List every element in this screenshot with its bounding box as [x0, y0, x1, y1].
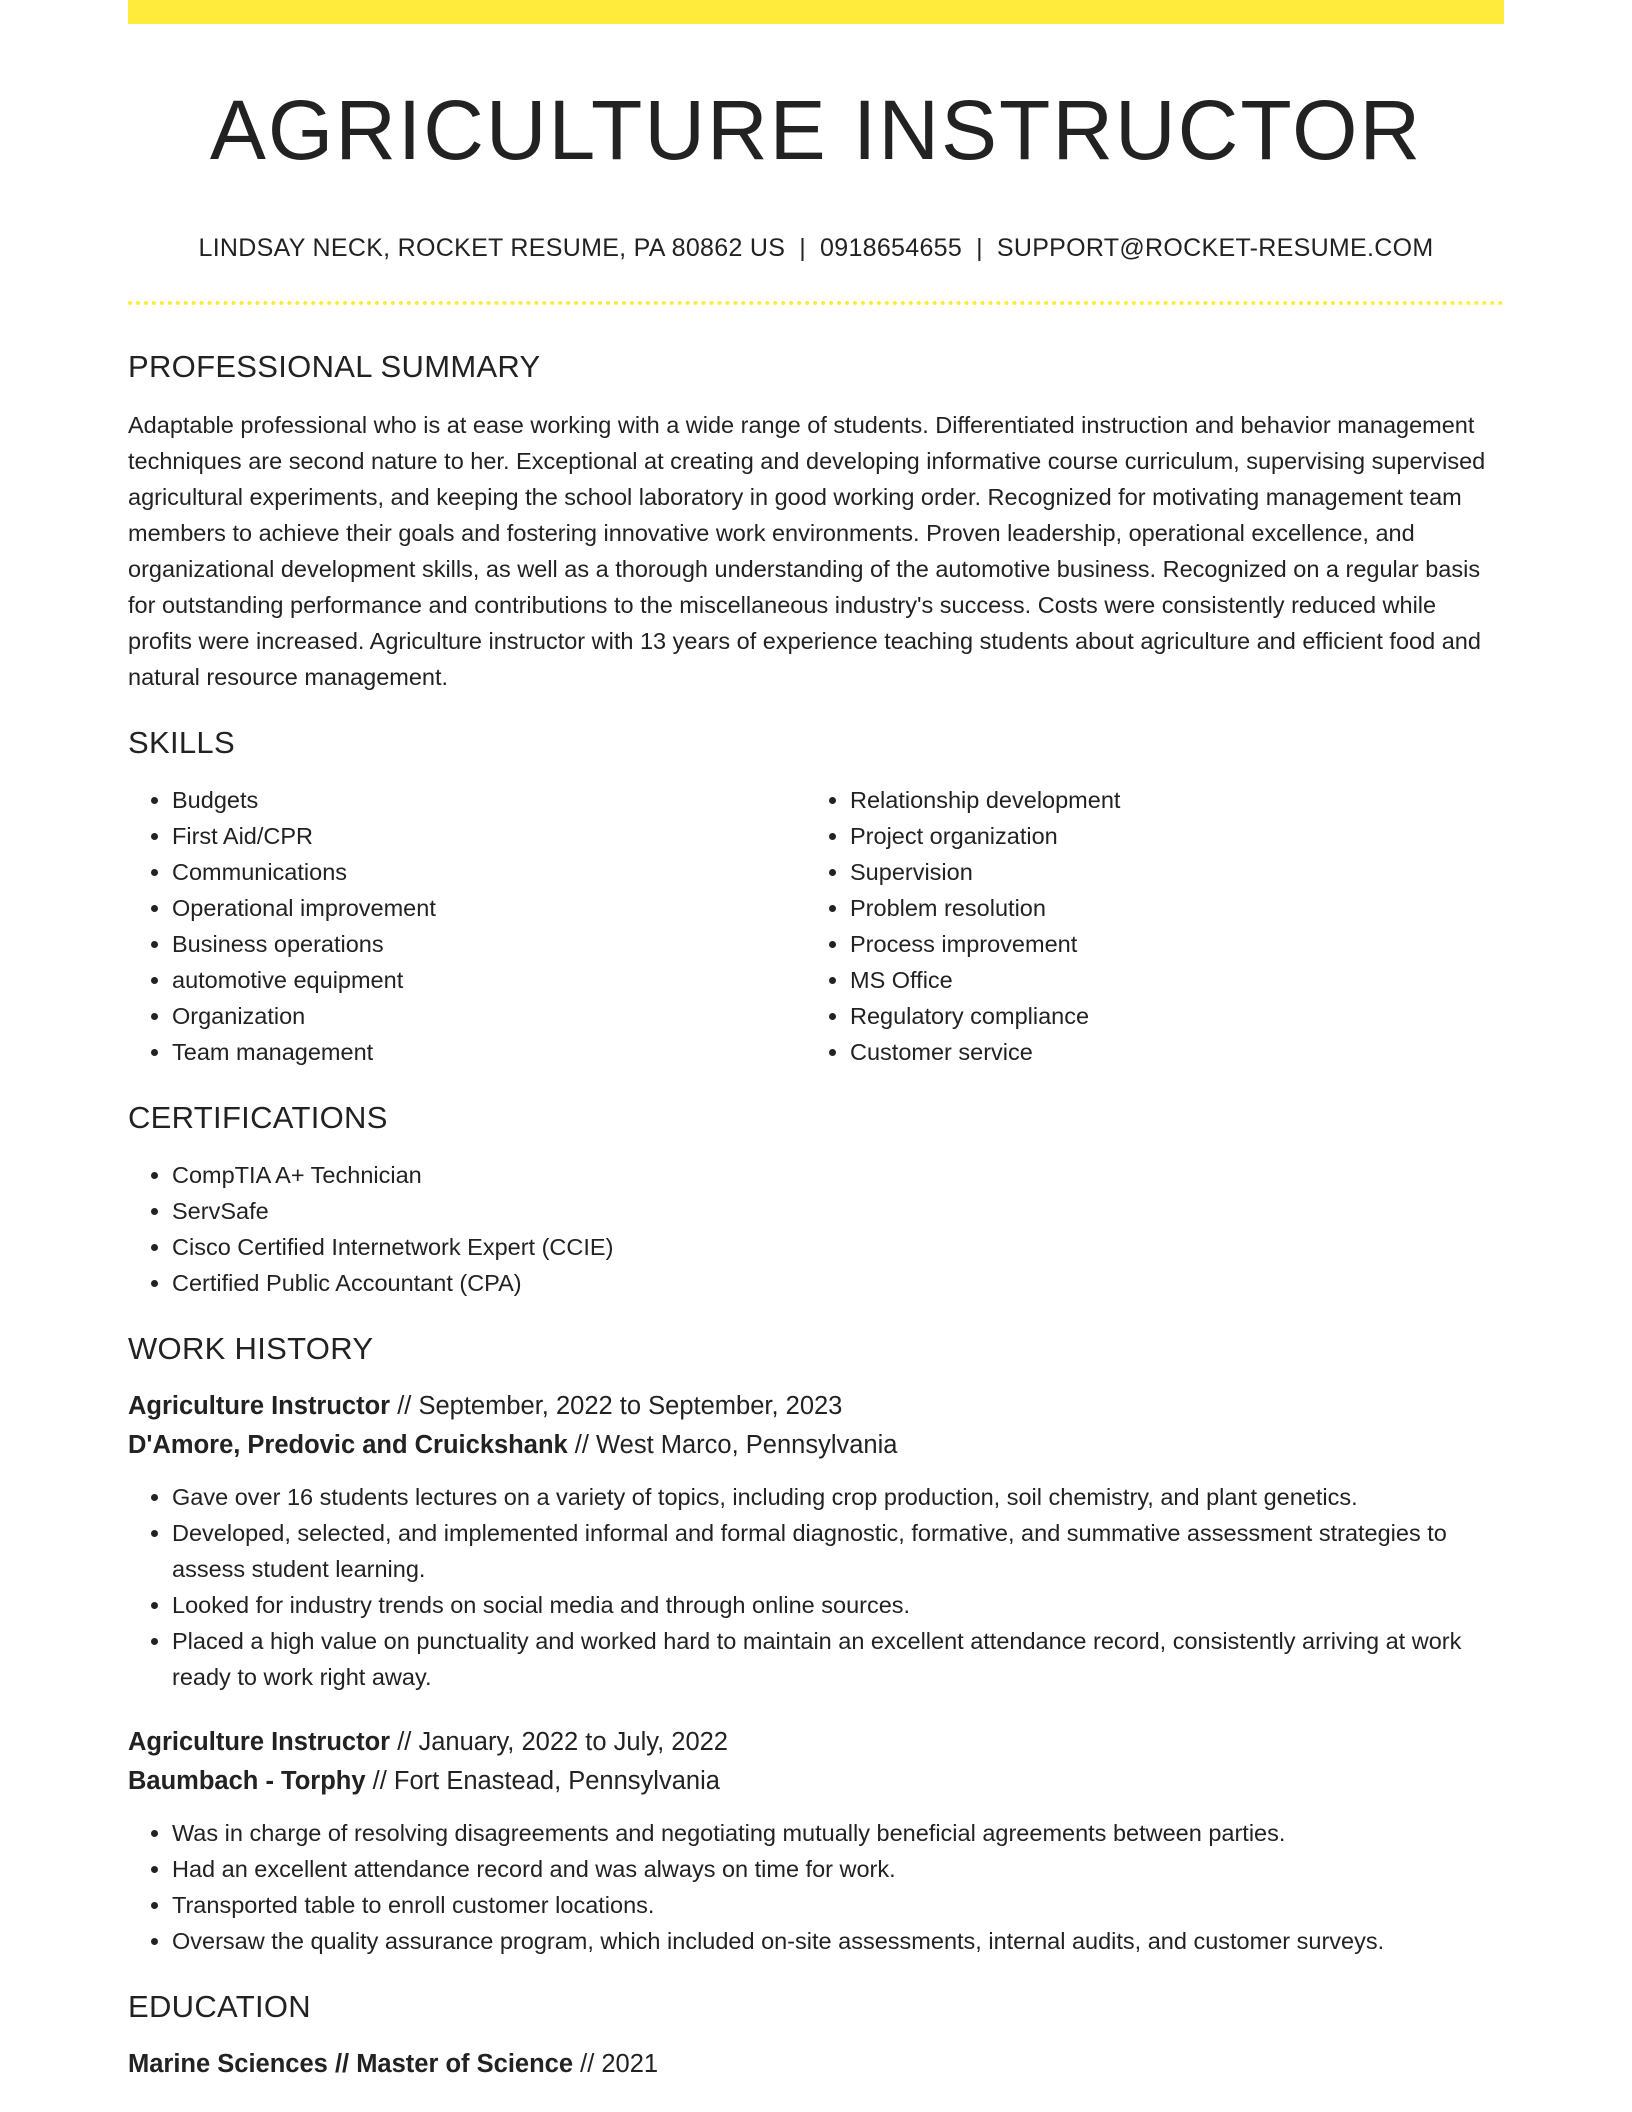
skills-column-right — [806, 782, 1484, 1070]
certification-item: • Certified Public Accountant (CPA) — [172, 1265, 1504, 1301]
skill-item: • MS Office — [850, 962, 1484, 998]
job-dates: // January, 2022 to July, 2022 — [397, 1728, 728, 1756]
job-bullets — [128, 1815, 1504, 1959]
resume-title: AGRICULTURE INSTRUCTOR — [209, 83, 1423, 177]
skill-item: • Team management — [172, 1034, 806, 1070]
contact-email: SUPPORT@ROCKET-RESUME.COM — [996, 234, 1434, 262]
summary-heading: PROFESSIONAL SUMMARY — [128, 349, 541, 384]
job-bullet: • Developed, selected, and implemented informal and formal diagnostic, formative, and summative assessment strategies to assess student learning. — [172, 1515, 1504, 1587]
skill-item: • Regulatory compliance — [850, 998, 1484, 1034]
skill-item: • Relationship development — [850, 782, 1484, 818]
contact-phone: 0918654655 — [820, 234, 963, 262]
job-bullet: • Placed a high value on punctuality and worked hard to maintain an excellent attendance record, consistently arriving at work ready to work right away. — [172, 1623, 1504, 1695]
job-dates: // September, 2022 to September, 2023 — [397, 1392, 843, 1420]
contact-address: LINDSAY NECK, ROCKET RESUME, PA 80862 US — [198, 234, 786, 262]
job-company-line — [128, 1762, 1504, 1801]
skill-item: • Communications — [172, 854, 806, 890]
job-bullet: • Oversaw the quality assurance program, which included on-site assessments, internal audits, and customer surveys. — [172, 1923, 1504, 1959]
education-year: // 2021 — [580, 2050, 659, 2078]
skill-item: • Process improvement — [850, 926, 1484, 962]
job-entry — [128, 1723, 1504, 1959]
skills-list-right — [806, 782, 1484, 1070]
certifications-heading: CERTIFICATIONS — [128, 1100, 388, 1135]
skills-list-left — [128, 782, 806, 1070]
education-degree: Marine Sciences // Master of Science — [128, 2050, 574, 2078]
skill-item: • Project organization — [850, 818, 1484, 854]
certification-item: • CompTIA A+ Technician — [172, 1157, 1504, 1193]
job-entry — [128, 1387, 1504, 1695]
contact-line — [128, 232, 1504, 264]
header-divider — [128, 301, 1504, 305]
skill-item: • First Aid/CPR — [172, 818, 806, 854]
skill-item: • Operational improvement — [172, 890, 806, 926]
skill-item: • Supervision — [850, 854, 1484, 890]
job-title-line — [128, 1387, 1504, 1426]
job-company: D'Amore, Predovic and Cruickshank — [128, 1431, 568, 1459]
skills-heading: SKILLS — [128, 725, 235, 760]
resume-content — [128, 0, 1504, 2084]
job-bullet: • Was in charge of resolving disagreements and negotiating mutually beneficial agreements between parties. — [172, 1815, 1504, 1851]
job-title: Agriculture Instructor — [128, 1392, 391, 1420]
job-company-line — [128, 1426, 1504, 1465]
job-bullet: • Had an excellent attendance record and was always on time for work. — [172, 1851, 1504, 1887]
work-history-heading: WORK HISTORY — [128, 1331, 374, 1366]
skills-grid — [128, 782, 1504, 1070]
certifications-list — [128, 1157, 1504, 1301]
job-title: Agriculture Instructor — [128, 1728, 391, 1756]
skill-item: • Budgets — [172, 782, 806, 818]
certification-item: • Cisco Certified Internetwork Expert (CCIE) — [172, 1229, 1504, 1265]
skill-item: • Problem resolution — [850, 890, 1484, 926]
summary-text: Adaptable professional who is at ease working with a wide range of students. Differentiated instruction and behavior management techniques are second nature to her. Exceptional at creating and developing informative course curriculum, supervising supervised agricultural experiments, and keeping the school laboratory in good working order. Recognized for motivating management team members to achieve their goals and fostering innovative work environments. Proven leadership, operational excellence, and organizational development skills, as well as a thorough understanding of the automotive business. Recognized on a regular basis for outstanding performance and contributions to the miscellaneous industry's success. Costs were consistently reduced while profits were increased. Agriculture instructor with 13 years of experience teaching students about agriculture and efficient food and natural resource management. — [128, 412, 1486, 690]
job-bullets — [128, 1479, 1504, 1695]
job-location: // West Marco, Pennsylvania — [574, 1431, 898, 1459]
skill-item: • Organization — [172, 998, 806, 1034]
contact-separator: | — [976, 234, 983, 262]
certification-item: • ServSafe — [172, 1193, 1504, 1229]
contact-separator: | — [799, 234, 807, 262]
job-bullet: • Transported table to enroll customer locations. — [172, 1887, 1504, 1923]
education-entry — [128, 2045, 1504, 2084]
job-location: // Fort Enastead, Pennsylvania — [372, 1767, 720, 1795]
education-heading: EDUCATION — [128, 1989, 311, 2024]
skills-column-left — [128, 782, 806, 1070]
job-title-line — [128, 1723, 1504, 1762]
job-company: Baumbach - Torphy — [128, 1767, 366, 1795]
job-bullet: • Gave over 16 students lectures on a variety of topics, including crop production, soil chemistry, and plant genetics. — [172, 1479, 1504, 1515]
skill-item: • Customer service — [850, 1034, 1484, 1070]
job-bullet: • Looked for industry trends on social media and through online sources. — [172, 1587, 1504, 1623]
skill-item: • automotive equipment — [172, 962, 806, 998]
skill-item: • Business operations — [172, 926, 806, 962]
